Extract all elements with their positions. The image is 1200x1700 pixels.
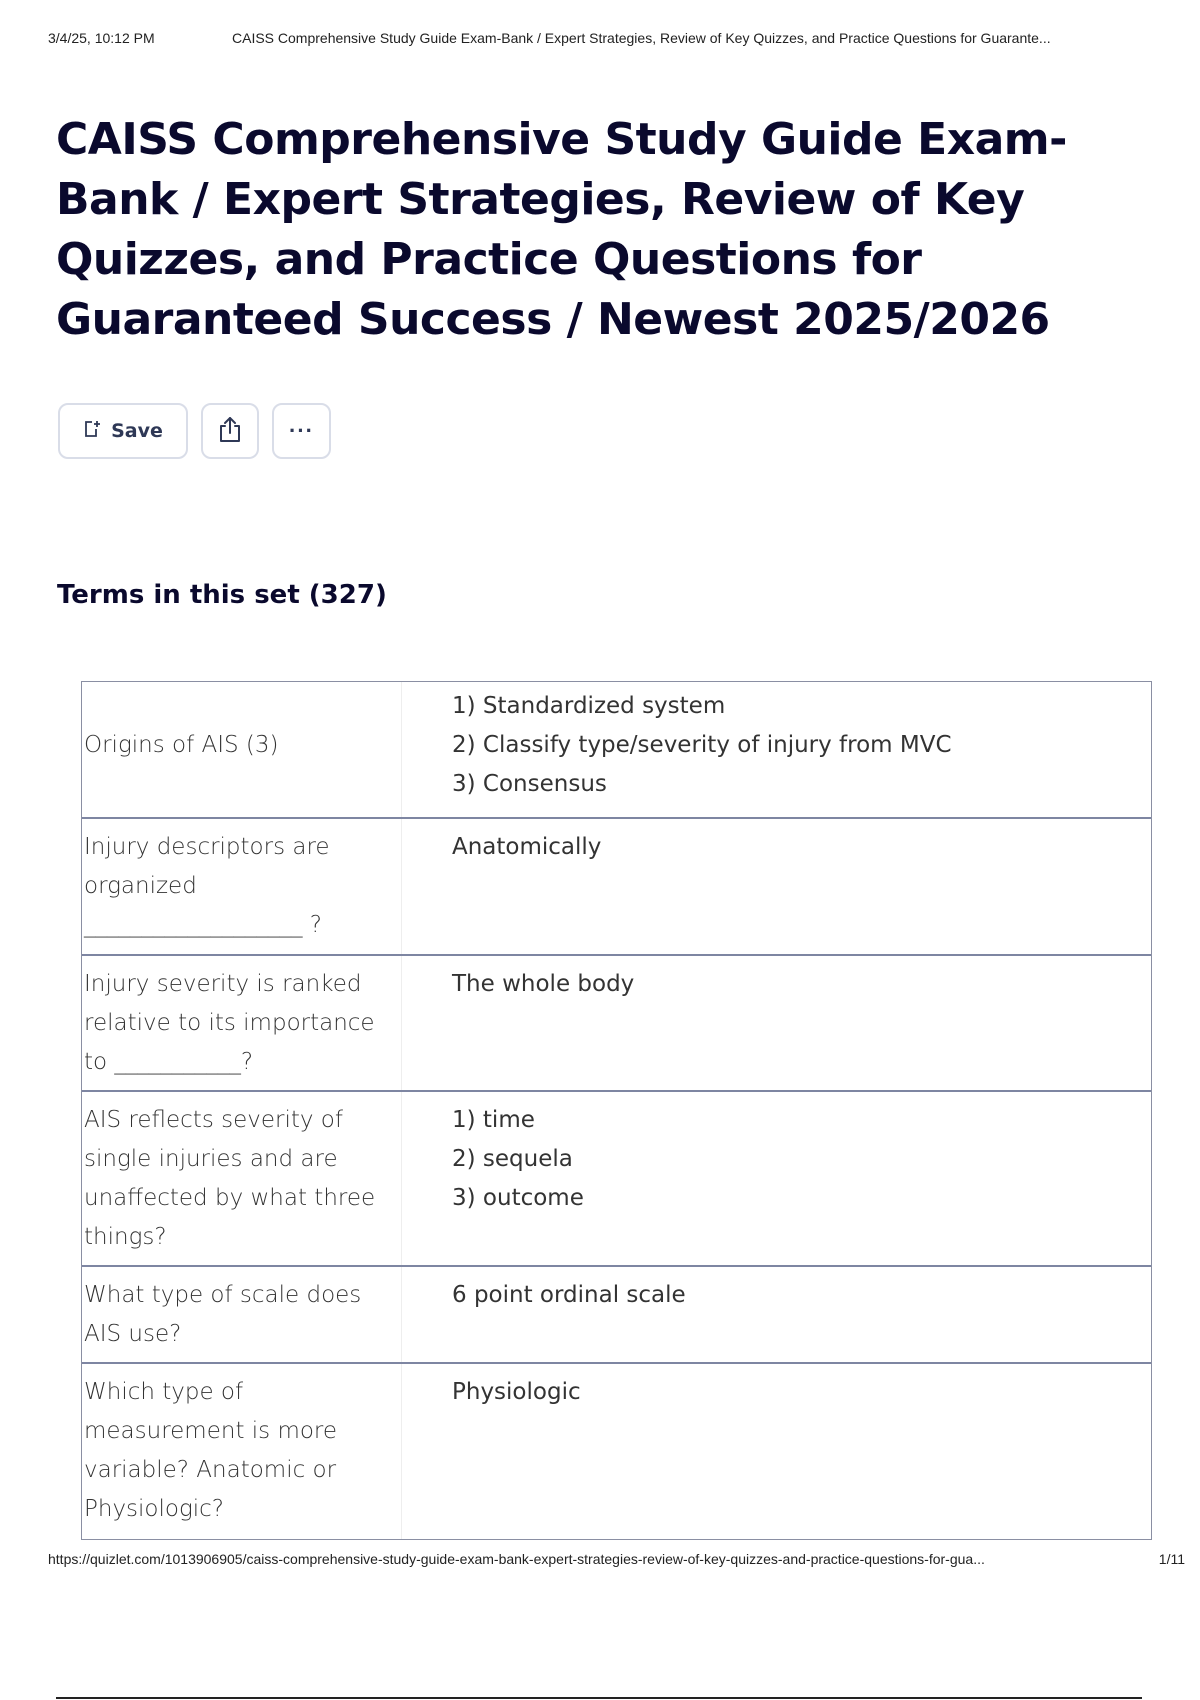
share-icon [217, 415, 243, 448]
divider [56, 1697, 1142, 1699]
terms-heading: Terms in this set (327) [57, 580, 387, 610]
page-title: CAISS Comprehensive Study Guide Exam-Bank / Expert Strategies, Review of Key Quizzes, and Practice Questions for Guaranteed Success / Newest 2025/2026 [56, 114, 1067, 345]
term-row [82, 682, 1151, 819]
term-row [82, 1267, 1151, 1364]
term-text: What type of scale does AIS use? [82, 1267, 402, 1362]
definition-cell [402, 1267, 1151, 1362]
term-text: Origins of AIS (3) [82, 682, 402, 817]
term-text: Which type of measurement is more variable? Anatomic or Physiologic? [82, 1364, 402, 1539]
definition-line: Anatomically [452, 834, 602, 860]
more-horizontal-icon: ··· [289, 418, 314, 443]
term-row [82, 819, 1151, 956]
definition-line: The whole body [452, 971, 635, 997]
print-timestamp: 3/4/25, 10:12 PM [48, 30, 155, 46]
save-button-label: Save [111, 420, 163, 442]
definition-line: 3) outcome [452, 1185, 584, 1211]
definition-line: 1) time [452, 1107, 535, 1133]
term-row [82, 1364, 1151, 1539]
definition-cell [402, 682, 1151, 817]
save-button[interactable] [58, 403, 188, 459]
print-document-title: CAISS Comprehensive Study Guide Exam-Bank / Expert Strategies, Review of Key Quizzes, and Practice Questions for Guarante... [232, 30, 1051, 46]
more-options-button[interactable] [272, 403, 331, 459]
print-url: https://quizlet.com/1013906905/caiss-comprehensive-study-guide-exam-bank-expert-strategies-review-of-key-quizzes-and-practice-questions-for-gua... [48, 1551, 985, 1567]
term-row [82, 956, 1151, 1092]
bookmark-plus-icon [83, 420, 101, 443]
terms-table [81, 681, 1152, 1540]
definition-cell [402, 1092, 1151, 1265]
share-button[interactable] [201, 403, 259, 459]
definition-line: Physiologic [452, 1379, 581, 1405]
definition-line: 2) sequela [452, 1146, 573, 1172]
definition-cell [402, 956, 1151, 1090]
term-text: AIS reflects severity of single injuries and are unaffected by what three things? [82, 1092, 402, 1265]
term-text: Injury descriptors are organized ___________________ ? [82, 819, 402, 954]
definition-line: 6 point ordinal scale [452, 1282, 686, 1308]
print-header [48, 30, 1180, 46]
definition-line: 2) Classify type/severity of injury from MVC [452, 732, 952, 758]
action-bar [58, 403, 331, 459]
page-number: 1/11 [1158, 1551, 1185, 1567]
print-footer [48, 1551, 1185, 1567]
definition-cell [402, 1364, 1151, 1539]
definition-cell [402, 819, 1151, 954]
definition-line: 3) Consensus [452, 771, 607, 797]
term-text: Injury severity is ranked relative to its importance to ___________? [82, 956, 402, 1090]
definition-line: 1) Standardized system [452, 693, 726, 719]
term-row [82, 1092, 1151, 1267]
